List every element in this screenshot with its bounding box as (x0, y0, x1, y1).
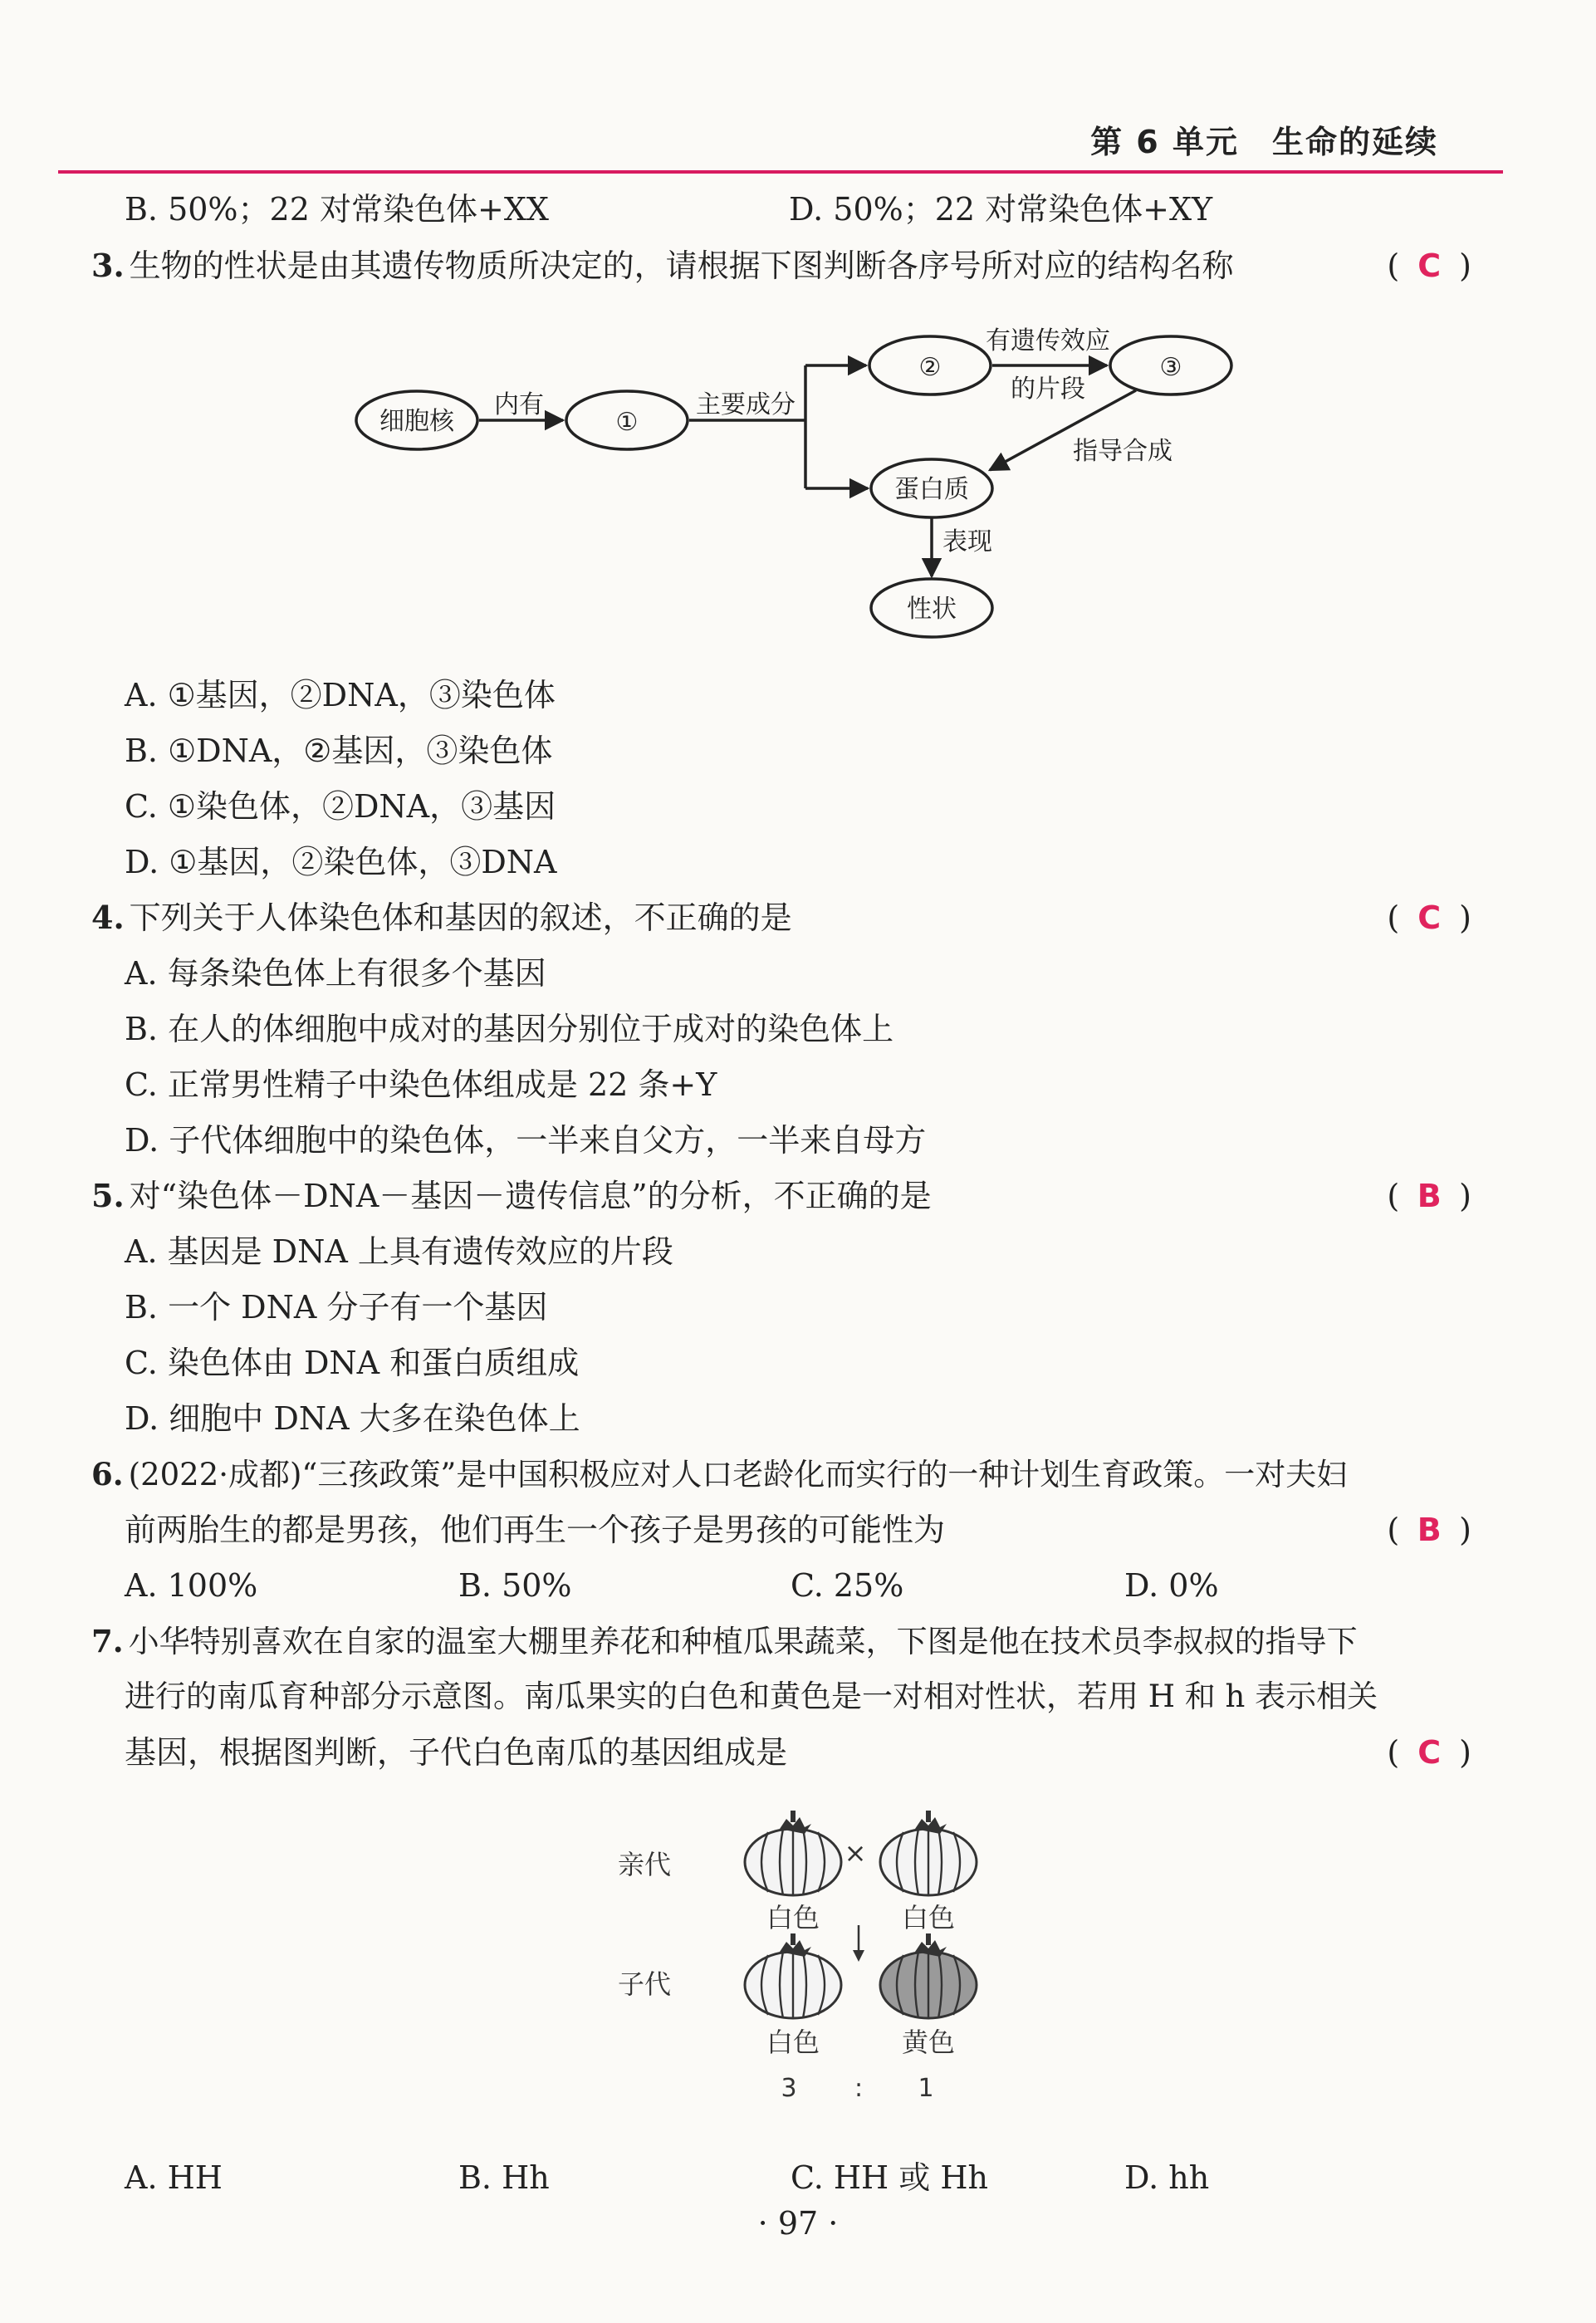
q7-pumpkin-figure (0, 1786, 1596, 2118)
q3-option-a: A. ①基因，②DNA，③染色体 (125, 677, 556, 713)
q7-option-b: B. Hh (458, 2159, 550, 2196)
parent-pumpkin-white-2 (880, 1811, 977, 1895)
parent-white-2: 白色 (901, 1902, 956, 1933)
q6-stem-text-1: (2022·成都)“三孩政策”是中国积极应对人口老龄化而实行的一种计划生育政策。一对夫妇 (128, 1457, 1348, 1492)
q6-answer-bracket: ( B ) (1387, 1512, 1471, 1548)
parent-pumpkin-white-1 (745, 1811, 841, 1895)
q5-option-d: D. 细胞中 DNA 大多在染色体上 (125, 1400, 580, 1437)
node-3-label: ③ (1159, 353, 1182, 382)
q4-option-d: D. 子代体细胞中的染色体，一半来自父方，一半来自母方 (125, 1122, 927, 1159)
ratio-colon: : (854, 2074, 864, 2103)
q6-stem-line-2: 前两胎生的都是男孩，他们再生一个孩子是男孩的可能性为 (125, 1512, 946, 1548)
q4-answer-bracket: ( C ) (1387, 899, 1471, 936)
unit-title: 生命的延续 (1271, 124, 1438, 160)
main-component-label: 主要成分 (696, 390, 796, 419)
guide-label: 指导合成 (1073, 437, 1173, 466)
q4-answer: C (1417, 899, 1442, 936)
express-label: 表现 (942, 527, 992, 556)
protein-label: 蛋白质 (894, 475, 969, 504)
q7-answer: C (1417, 1734, 1442, 1771)
child-pumpkin-yellow (880, 1933, 977, 2018)
node-1-label: ① (615, 408, 639, 437)
q6-number: 6. (91, 1456, 124, 1492)
q6-answer: B (1417, 1512, 1442, 1548)
q5-answer-bracket: ( B ) (1387, 1178, 1471, 1214)
effect-label-2: 的片段 (1011, 375, 1085, 404)
ratio-3: 3 (781, 2074, 797, 2103)
unit-label: 第 6 单元 (1090, 124, 1239, 160)
q7-option-a: A. HH (125, 2159, 223, 2196)
q7-option-c: C. HH 或 Hh (791, 2159, 988, 2196)
q5-option-c: C. 染色体由 DNA 和蛋白质组成 (125, 1345, 580, 1381)
q7-stem-text-1: 小华特别喜欢在自家的温室大棚里养花和种植瓜果蔬菜，下图是他在技术员李叔叔的指导下 (128, 1624, 1358, 1659)
q4-number: 4. (91, 899, 125, 936)
parent-white-1: 白色 (766, 1902, 820, 1933)
effect-label-1: 有遗传效应 (986, 326, 1110, 355)
nucleus-label: 细胞核 (379, 407, 454, 436)
generation-arrowhead (853, 1950, 864, 1962)
q6-option-a: A. 100% (125, 1567, 258, 1604)
q5-number: 5. (91, 1177, 125, 1214)
q7-answer-bracket: ( C ) (1387, 1734, 1471, 1771)
q7-option-d: D. hh (1124, 2159, 1210, 2196)
q3-option-c: C. ①染色体，②DNA，③基因 (125, 788, 556, 825)
child-white: 白色 (766, 2026, 820, 2058)
q7-stem-line-2: 进行的南瓜育种部分示意图。南瓜果实的白色和黄色是一对相对性状，若用 H 和 h 表示相关 (125, 1679, 1378, 1714)
child-pumpkin-white (745, 1933, 841, 2018)
q3-answer: C (1417, 247, 1442, 284)
page-number: · 97 · (757, 2205, 839, 2242)
child-yellow: 黄色 (901, 2026, 956, 2058)
q4-option-a: A. 每条染色体上有很多个基因 (125, 955, 546, 992)
child-label: 子代 (617, 1968, 672, 2000)
q6-option-b: B. 50% (458, 1567, 572, 1604)
parent-label: 亲代 (617, 1849, 672, 1880)
ratio-1: 1 (918, 2074, 934, 2103)
q4-stem-text: 下列关于人体染色体和基因的叙述，不正确的是 (129, 899, 792, 936)
cross-symbol: × (844, 1837, 867, 1869)
node-2-label: ② (918, 353, 942, 382)
q6-option-c: C. 25% (791, 1567, 904, 1604)
q3-flow-diagram (0, 0, 1596, 664)
q4-option-b: B. 在人的体细胞中成对的基因分别位于成对的染色体上 (125, 1011, 894, 1047)
q2-option-d: D. 50%；22 对常染色体+XY (789, 191, 1213, 228)
q6-option-d: D. 0% (1124, 1567, 1219, 1604)
q3-number: 3. (91, 247, 125, 284)
q7-stem-line-3: 基因，根据图判断，子代白色南瓜的基因组成是 (125, 1734, 788, 1771)
q5-answer: B (1417, 1178, 1442, 1214)
q3-option-d: D. ①基因，②染色体，③DNA (125, 844, 557, 880)
has-label: 内有 (494, 390, 544, 419)
q6-stem-line-1 (91, 1454, 1347, 1495)
q2-option-b: B. 50%；22 对常染色体+XX (125, 191, 549, 228)
q3-answer-bracket: ( C ) (1387, 247, 1471, 284)
q5-option-b: B. 一个 DNA 分子有一个基因 (125, 1289, 548, 1326)
q5-option-a: A. 基因是 DNA 上具有遗传效应的片段 (125, 1233, 673, 1270)
q3-stem-text: 生物的性状是由其遗传物质所决定的，请根据下图判断各序号所对应的结构名称 (129, 247, 1234, 284)
q4-option-c: C. 正常男性精子中染色体组成是 22 条+Y (125, 1066, 717, 1103)
q4-stem (91, 898, 792, 938)
trait-label: 性状 (907, 595, 957, 624)
q5-stem (91, 1176, 932, 1216)
q3-option-b: B. ①DNA，②基因，③染色体 (125, 733, 553, 769)
q7-stem-line-1 (91, 1621, 1358, 1662)
q7-number: 7. (91, 1623, 124, 1659)
q5-stem-text: 对“染色体－DNA－基因－遗传信息”的分析，不正确的是 (129, 1178, 932, 1214)
